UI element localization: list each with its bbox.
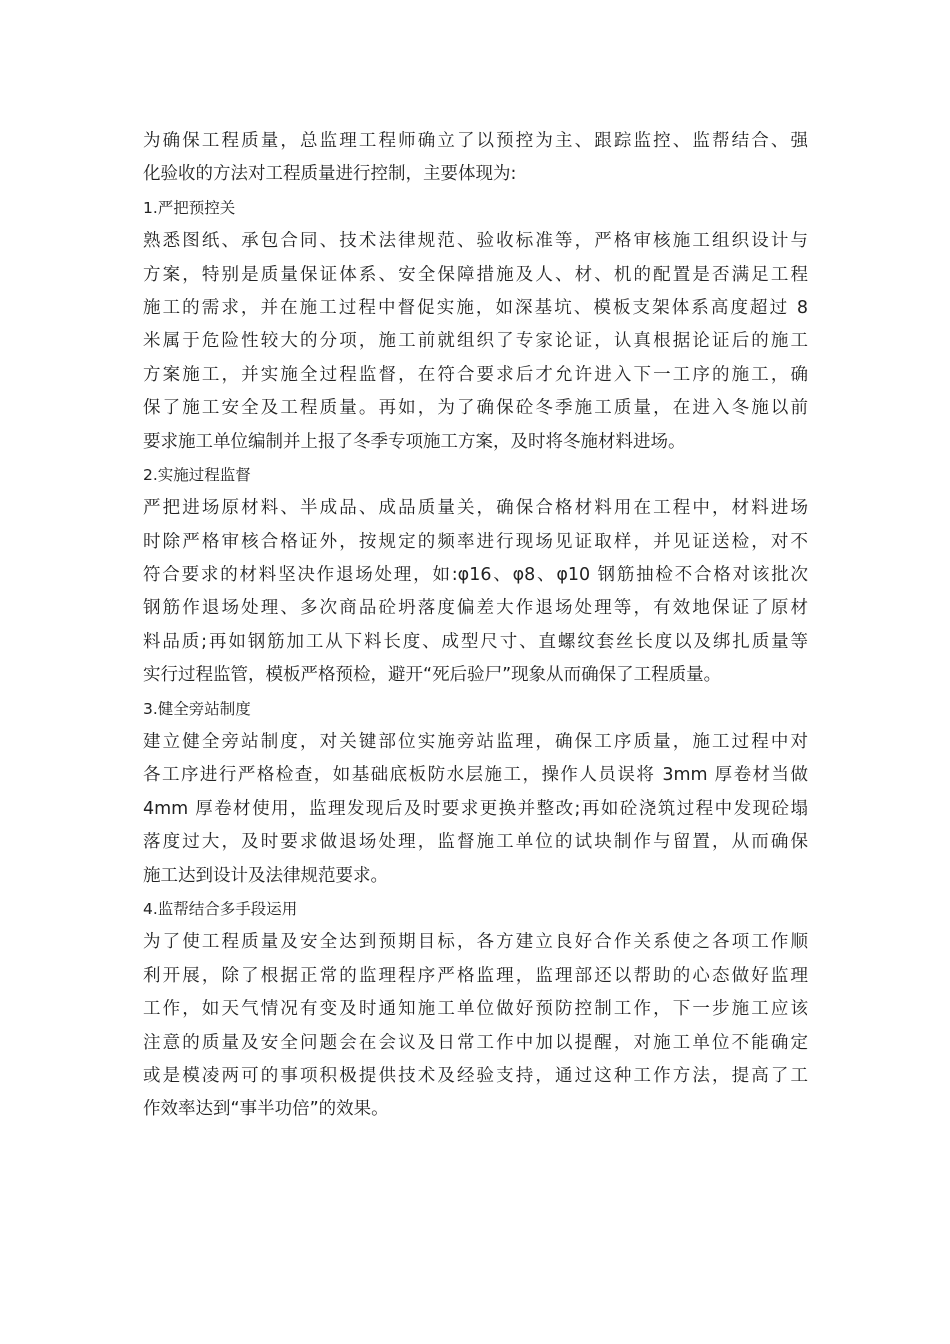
paragraph-line: 钢筋作退场处理、多次商品砼坍落度偏差大作退场处理等，有效地保证了原材 — [143, 598, 808, 619]
paragraph-line: 料品质;再如钢筋加工从下料长度、成型尺寸、直螺纹套丝长度以及绑扎质量等 — [143, 631, 808, 652]
section-heading-4: 4.监帮结合多手段运用 — [143, 899, 298, 918]
paragraph-line: 工作，如天气情况有变及时通知施工单位做好预防控制工作，下一步施工应该 — [143, 999, 808, 1020]
paragraph-line: 利开展，除了根据正常的监理程序严格监理，监理部还以帮助的心态做好监理 — [143, 965, 808, 986]
section-heading-3: 3.健全旁站制度 — [143, 699, 251, 718]
paragraph-line: 施工的需求，并在施工过程中督促实施，如深基坑、模板支架体系高度超过 8 — [143, 297, 808, 318]
paragraph-line: 米属于危险性较大的分项，施工前就组织了专家论证，认真根据论证后的施工 — [143, 331, 808, 352]
paragraph-line: 实行过程监管，模板严格预检，避开“死后验尸”现象从而确保了工程质量。 — [143, 665, 722, 686]
paragraph-line: 施工达到设计及法律规范要求。 — [143, 865, 388, 886]
intro-line: 为确保工程质量，总监理工程师确立了以预控为主、跟踪监控、监帮结合、强 — [143, 131, 808, 151]
paragraph-line: 熟悉图纸、承包合同、技术法律规范、验收标准等，严格审核施工组织设计与 — [143, 231, 808, 252]
intro-line: 化验收的方法对工程质量进行控制，主要体现为: — [143, 164, 517, 185]
paragraph-line: 作效率达到“事半功倍”的效果。 — [143, 1099, 389, 1120]
paragraph-line: 严把进场原材料、半成品、成品质量关，确保合格材料用在工程中，材料进场 — [143, 498, 808, 519]
paragraph-line: 保了施工安全及工程质量。再如，为了确保砼冬季施工质量，在进入冬施以前 — [143, 398, 808, 419]
paragraph-line: 符合要求的材料坚决作退场处理，如:φ16、φ8、φ10 钢筋抽检不合格对该批次 — [143, 565, 808, 586]
paragraph-line: 为了使工程质量及安全达到预期目标，各方建立良好合作关系使之各项工作顺 — [143, 932, 808, 953]
paragraph-line: 要求施工单位编制并上报了冬季专项施工方案，及时将冬施材料进场。 — [143, 431, 686, 452]
document-body — [143, 126, 808, 1128]
paragraph-line: 4mm 厚卷材使用，监理发现后及时要求更换并整改;再如砼浇筑过程中发现砼塌 — [143, 798, 808, 819]
paragraph-line: 建立健全旁站制度，对关键部位实施旁站监理，确保工序质量，施工过程中对 — [143, 732, 808, 753]
paragraph-line: 方案，特别是质量保证体系、安全保障措施及人、材、机的配置是否满足工程 — [143, 264, 808, 285]
paragraph-line: 各工序进行严格检查，如基础底板防水层施工，操作人员误将 3mm 厚卷材当做 — [143, 765, 808, 786]
paragraph-line: 方案施工，并实施全过程监督，在符合要求后才允许进入下一工序的施工，确 — [143, 364, 808, 385]
section-heading-1: 1.严把预控关 — [143, 198, 236, 217]
paragraph-line: 或是模凌两可的事项积极提供技术及经验支持，通过这种工作方法，提高了工 — [143, 1065, 808, 1086]
paragraph-line: 落度过大，及时要求做退场处理，监督施工单位的试块制作与留置，从而确保 — [143, 832, 808, 853]
paragraph-line: 注意的质量及安全问题会在会议及日常工作中加以提醒，对施工单位不能确定 — [143, 1032, 808, 1053]
section-heading-2: 2.实施过程监督 — [143, 465, 251, 484]
paragraph-line: 时除严格审核合格证外，按规定的频率进行现场见证取样，并见证送检，对不 — [143, 531, 808, 552]
